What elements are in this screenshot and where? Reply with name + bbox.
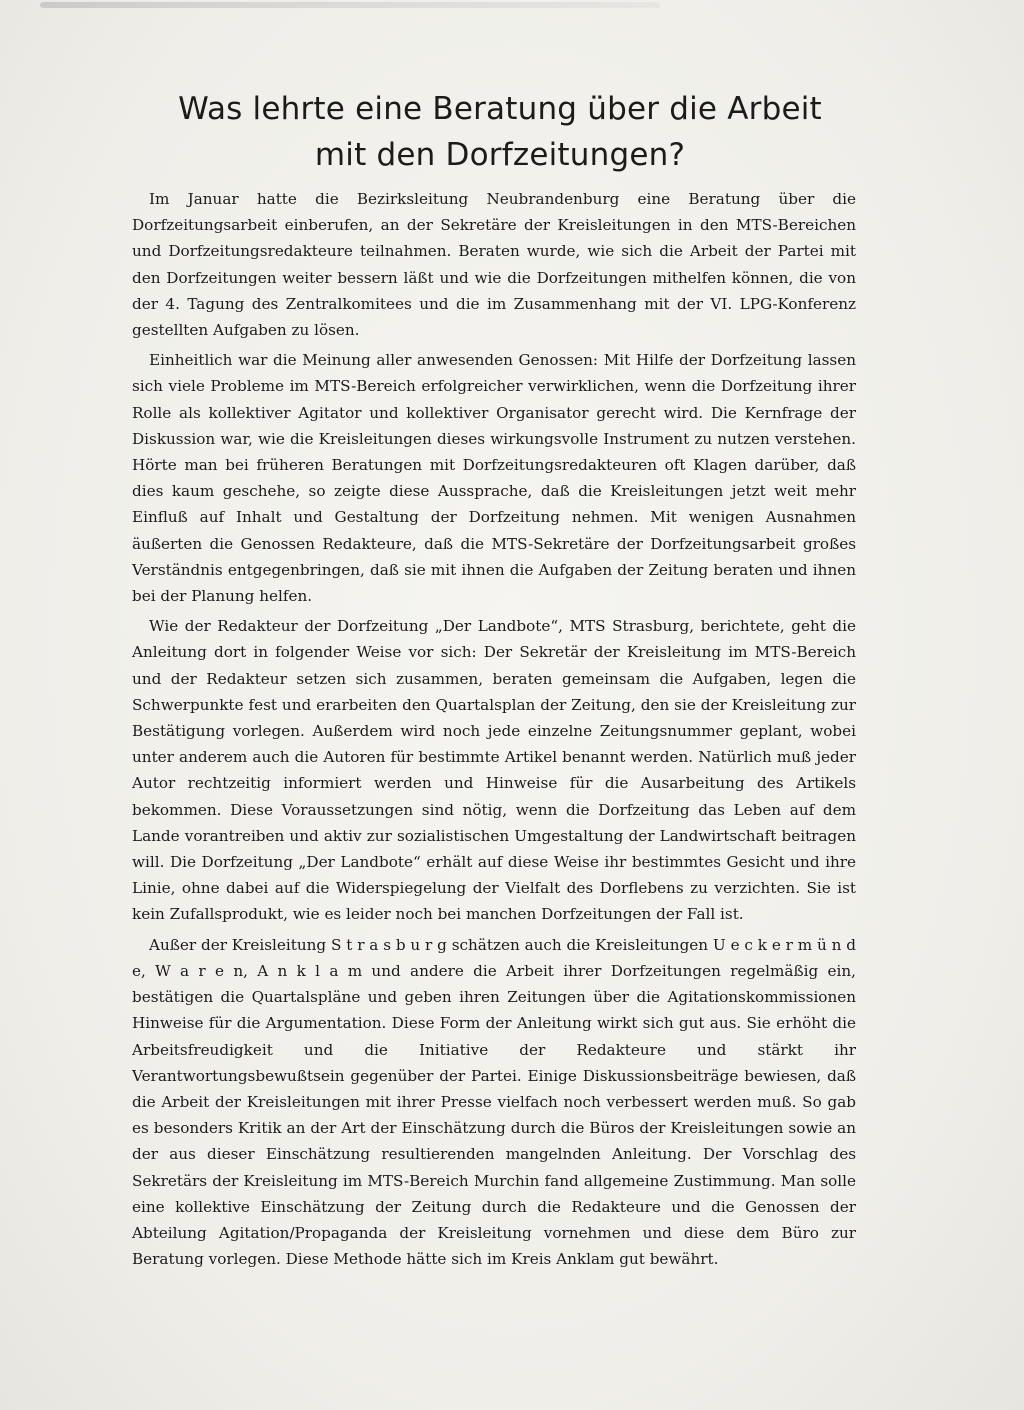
title-line-1: Was lehrte eine Beratung über die Arbeit — [178, 91, 822, 127]
article-body — [132, 186, 856, 1276]
paragraph-4: Außer der Kreisleitung S t r a s b u r g schätzen auch die Kreisleitungen U e c k e r m ü n d e, W a r e n, A n k l a m und andere die Arbeit ihrer Dorfzeitungen regelmäßig ein, bestätigen die Quartalspläne und geben ihren Zeitungen über die Agitationskommissionen Hinweise für die Argumentation. Diese Form der Anleitung wirkt sich gut aus. Sie erhöht die Arbeitsfreudigkeit und die Initiative der Redakteure und stärkt ihr Verantwortungsbewußtsein gegenüber der Partei. Einige Diskussionsbeiträge bewiesen, daß die Arbeit der Kreisleitungen mit ihrer Presse vielfach noch verbessert werden muß. So gab es besonders Kritik an der Art der Einschätzung durch die Büros der Kreisleitungen sowie an der aus dieser Einschätzung resultierenden mangelnden Anleitung. Der Vorschlag des Sekretärs der Kreisleitung im MTS-Bereich Murchin fand allgemeine Zustimmung. Man solle eine kollektive Einschätzung der Zeitung durch die Redakteure und die Genossen der Abteilung Agitation/Propaganda der Kreisleitung vornehmen und diese dem Büro zur Beratung vorlegen. Diese Methode hätte sich im Kreis Anklam gut bewährt. — [132, 935, 856, 1269]
article-title — [110, 86, 890, 178]
title-line-2: mit den Dorfzeitungen? — [314, 137, 686, 173]
paragraph-3: Wie der Redakteur der Dorfzeitung „Der Landbote“, MTS Strasburg, berichtete, geht die Anleitung dort in folgender Weise vor sich: Der Sekretär der Kreisleitung im MTS-Bereich und der Redakteur setzen sich zusammen, beraten gemeinsam die Aufgaben, legen die Schwerpunkte fest und erarbeiten den Quartalsplan der Zeitung, den sie der Kreisleitung zur Bestätigung vorlegen. Außerdem wird noch jede einzelne Zeitungsnummer geplant, wobei unter anderem auch die Autoren für bestimmte Artikel benannt werden. Natürlich muß jeder Autor rechtzeitig informiert werden und Hinweise für die Ausarbeitung des Artikels bekommen. Diese Voraussetzungen sind nötig, wenn die Dorfzeitung das Leben auf dem Lande vorantreiben und aktiv zur sozialistischen Umgestaltung der Landwirtschaft beitragen will. Die Dorfzeitung „Der Landbote“ erhält auf diese Weise ihr bestimmtes Gesicht und ihre Linie, ohne dabei auf die Widerspiegelung der Vielfalt des Dorflebens zu verzichten. Sie ist kein Zufallsprodukt, wie es leider noch bei manchen Dorfzeitungen der Fall ist. — [132, 617, 856, 924]
paragraph-1: Im Januar hatte die Bezirksleitung Neubrandenburg eine Beratung über die Dorfzeitungsarbeit einberufen, an der Sekretäre der Kreisleitungen in den MTS-Bereichen und Dorfzeitungsredakteure teilnahmen. Beraten wurde, wie sich die Arbeit der Partei mit den Dorfzeitungen weiter bessern läßt und wie die Dorfzeitungen mithelfen können, die von der 4. Tagung des Zentralkomitees und die im Zusammenhang mit der VI. LPG-Konferenz gestellten Aufgaben zu lösen. — [132, 190, 856, 340]
paragraph-2: Einheitlich war die Meinung aller anwesenden Genossen: Mit Hilfe der Dorfzeitung lassen sich viele Probleme im MTS-Bereich erfolgreicher verwirklichen, wenn die Dorfzeitung ihrer Rolle als kollektiver Agitator und kollektiver Organisator gerecht wird. Die Kernfrage der Diskussion war, wie die Kreisleitungen dieses wirkungsvolle Instrument zu nutzen verstehen. Hörte man bei früheren Beratungen mit Dorfzeitungsredakteuren oft Klagen darüber, daß dies kaum geschehe, so zeigte diese Aussprache, daß die Kreisleitungen jetzt weit mehr Einfluß auf Inhalt und Gestaltung der Dorfzeitung nehmen. Mit wenigen Ausnahmen äußerten die Genossen Redakteure, daß die MTS-Sekretäre der Dorfzeitungsarbeit großes Verständnis entgegenbringen, daß sie mit ihnen die Aufgaben der Zeitung beraten und ihnen bei der Planung helfen. — [132, 351, 856, 606]
scan-edge-mark — [40, 2, 660, 8]
